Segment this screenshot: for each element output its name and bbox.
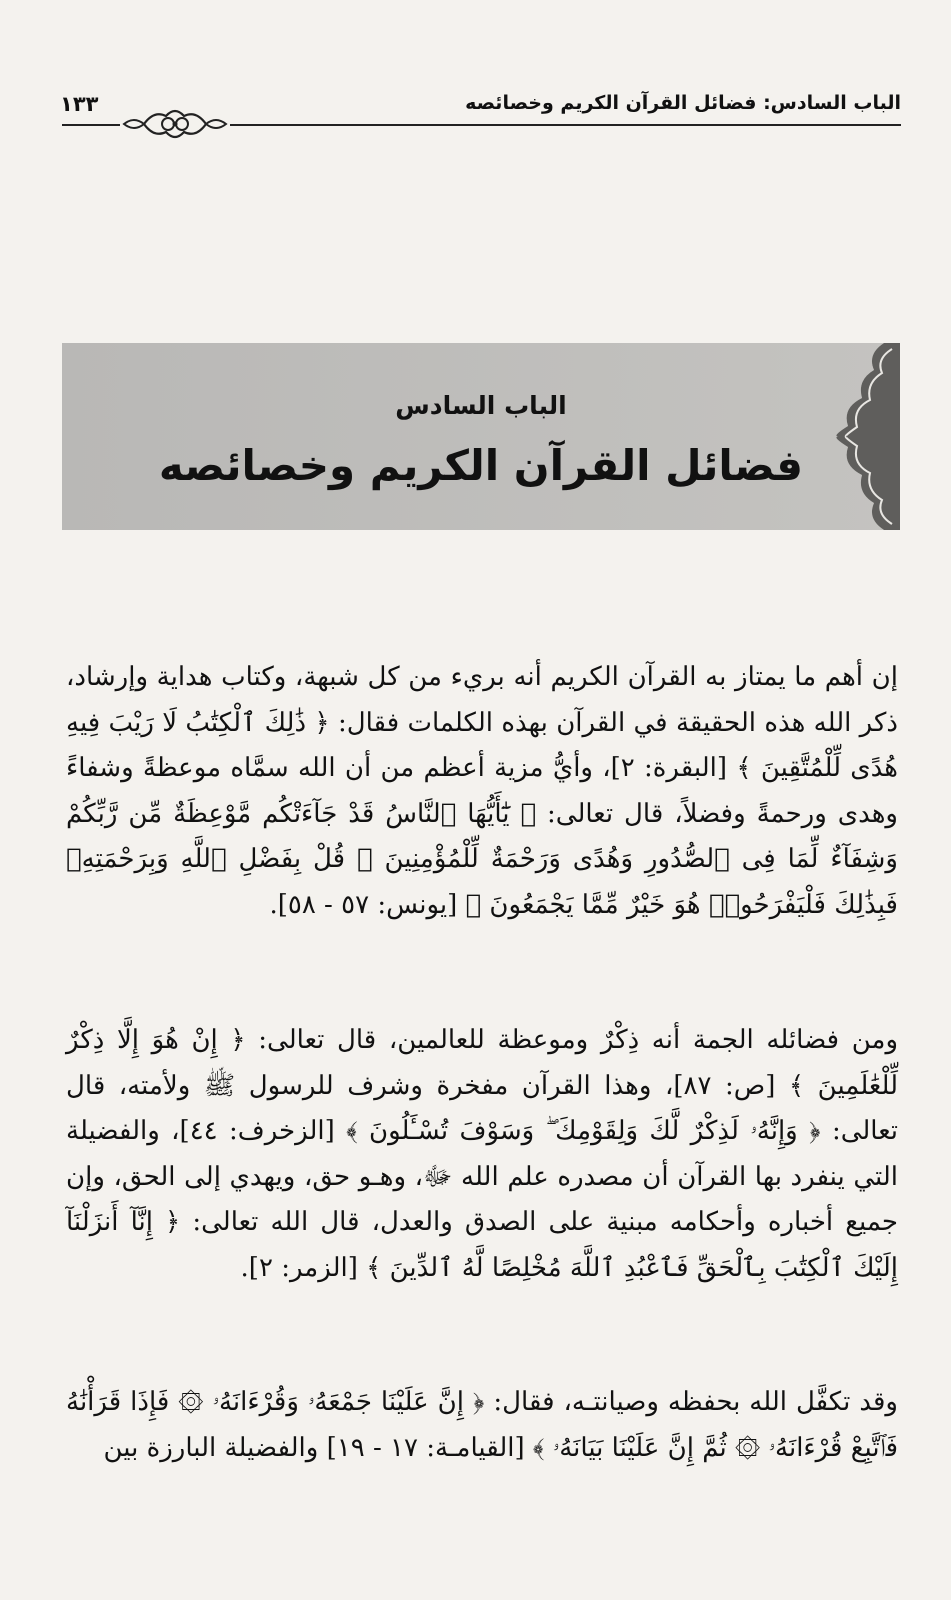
body-paragraph — [66, 655, 898, 928]
paragraph-1: إن أهم ما يمتاز به القرآن الكريم أنه بريء من كل شبهة، وكتاب هداية وإرشاد، ذكر الله هذه الحقيقة في القرآن بهذه الكلمات فقال: ﴿ ذَٰلِكَ ٱلْكِتَٰبُ لَا رَيْبَ فِيهِ هُدًى لِّلْمُتَّقِينَ ﴾ [البقرة: ٢]، وأيُّ مزية أعظم من أن الله سمَّاه موعظةً وشفاءً وهدى ورحمةً وفضلاً، قال تعالى: ﴿ يَٰٓأَيُّهَا ٱلنَّاسُ قَدْ جَآءَتْكُم مَّوْعِظَةٌ مِّن رَّبِّكُمْ وَشِفَآءٌ لِّمَا فِى ٱلصُّدُورِ وَهُدًى وَرَحْمَةٌ لِّلْمُؤْمِنِينَ ۞ قُلْ بِفَضْلِ ٱللَّهِ وَبِرَحْمَتِهِۦ فَبِذَٰلِكَ فَلْيَفْرَحُوا۟ هُوَ خَيْرٌ مِّمَّا يَجْمَعُونَ ﴾ [يونس: ٥٧ - ٥٨]. — [66, 662, 899, 920]
chapter-banner — [62, 343, 900, 530]
header-ornament-icon — [120, 104, 230, 144]
banner-frame — [62, 343, 900, 530]
show-through-bleed — [62, 170, 902, 228]
paragraph-3: وقد تكفَّل الله بحفظه وصيانتـه، فقال: ﴿ إِنَّ عَلَيْنَا جَمْعَهُۥ وَقُرْءَانَهُۥ ۞ فَإِذَا قَرَأْنَٰهُ فَٱتَّبِعْ قُرْءَانَهُۥ ۞ ثُمَّ إِنَّ عَلَيْنَا بَيَانَهُۥ ﴾ [القيامـة: ١٧ - ١٩] والفضيلة البارزة بين — [66, 1387, 898, 1463]
page-number: ١٣٣ — [60, 92, 99, 116]
body-paragraph — [66, 1380, 898, 1471]
body-paragraph — [66, 1018, 898, 1291]
chapter-title: فضائل القرآن الكريم وخصائصه — [158, 441, 804, 490]
chapter-label: الباب السادس — [395, 391, 567, 420]
paragraph-2: ومن فضائله الجمة أنه ذِكْرٌ وموعظة للعالمين، قال تعالى: ﴿ إِنْ هُوَ إِلَّا ذِكْرٌ لِّلْعَٰلَمِينَ ﴾ [ص: ٨٧]، وهذا القرآن مفخرة وشرف للرسول ﷺ ولأمته، قال تعالى: ﴿ وَإِنَّهُۥ لَذِكْرٌ لَّكَ وَلِقَوْمِكَ ۖ وَسَوْفَ تُسْـَٔلُونَ ﴾ [الزخرف: ٤٤]، والفضيلة التي ينفرد بها القرآن أن مصدره علم الله ﷻ، وهـو حق، ويهدي إلى الحق، وإن جميع أخباره وأحكامه مبنية على الصدق والعدل، قال الله تعالى: ﴿ إِنَّآ أَنزَلْنَآ إِلَيْكَ ٱلْكِتَٰبَ بِٱلْحَقِّ فَٱعْبُدِ ٱللَّهَ مُخْلِصًا لَّهُ ٱلدِّينَ ﴾ [الزمر: ٢]. — [66, 1025, 899, 1283]
running-title: الباب السادس: فضائل القرآن الكريم وخصائصه — [465, 92, 901, 114]
